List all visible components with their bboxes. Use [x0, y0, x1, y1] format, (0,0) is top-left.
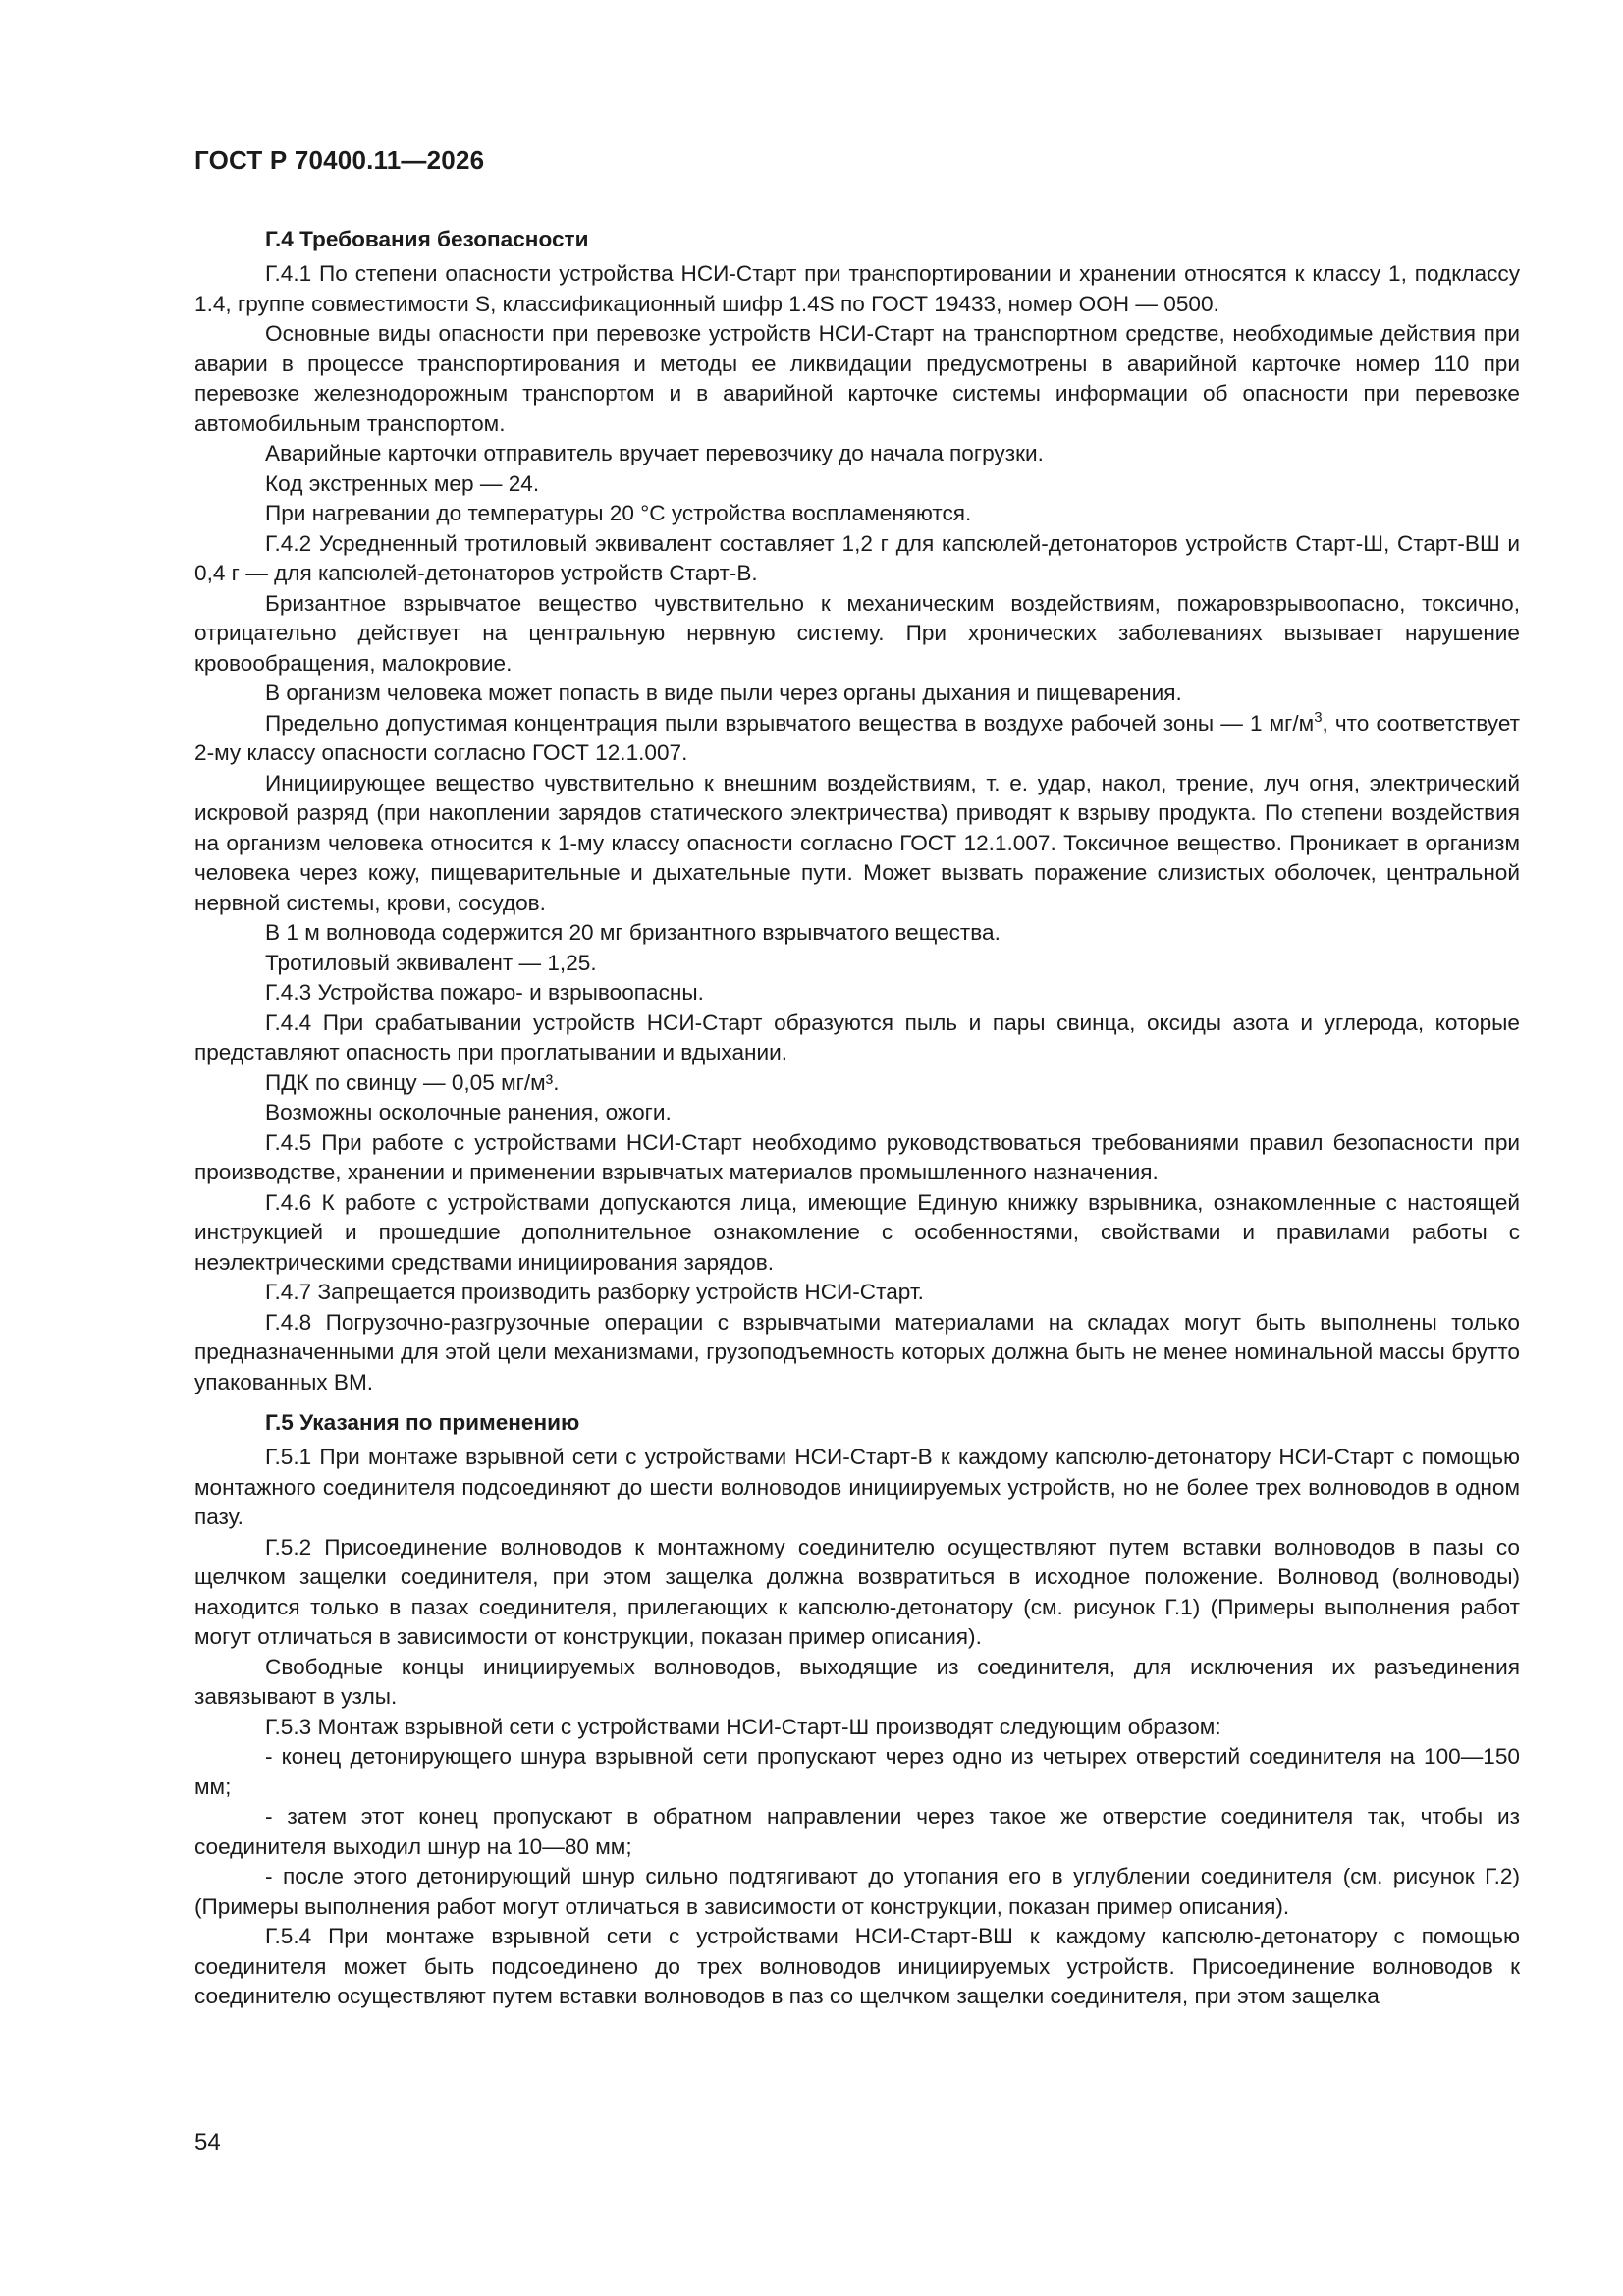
section-g4-title: Г.4 Требования безопасности [265, 227, 589, 251]
paragraph: Г.5.3 Монтаж взрывной сети с устройствами НСИ-Старт-Ш производят следующим образом: [265, 1714, 1221, 1739]
list-item: - конец детонирующего шнура взрывной сети пропускают через одно из четырех отверстий соединителя на 100—150 мм; [194, 1744, 1520, 1799]
paragraph: Г.5.1 При монтаже взрывной сети с устройствами НСИ-Старт-В к каждому капсюлю-детонатору НСИ-Старт с помощью монтажного соединителя подсоединяют до шести волноводов инициируемых устройств, но не более трех волноводов в одном пазу. [194, 1445, 1520, 1529]
standard-header: ГОСТ Р 70400.11—2026 [194, 145, 485, 175]
page-number: 54 [194, 2129, 221, 2156]
paragraph: Код экстренных мер — 24. [265, 470, 540, 496]
paragraph: В 1 м волновода содержится 20 мг бризантного взрывчатого вещества. [265, 920, 1001, 945]
paragraph: Г.4.4 При срабатывании устройств НСИ-Старт образуются пыль и пары свинца, оксиды азота и углерода, которые представляют опасность при проглатывании и вдыхании. [194, 1010, 1520, 1065]
paragraph: Г.4.7 Запрещается производить разборку устройств НСИ-Старт. [265, 1280, 924, 1304]
document-body [194, 224, 1520, 2012]
paragraph: Г.5.4 При монтаже взрывной сети с устройствами НСИ-Старт-ВШ к каждому капсюлю-детонатору с помощью соединителя может быть подсоединено до трех волноводов инициируемых устройств. Присоединение волноводов к соединителю осуществляют путем вставки волноводов в паз со щелчком защелки соединителя, при этом защелка [194, 1924, 1520, 2008]
paragraph: В организм человека может попасть в виде пыли через органы дыхания и пищеварения. [265, 681, 1182, 705]
cubic-superscript: 3 [1314, 708, 1323, 726]
paragraph: Г.4.2 Усредненный тротиловый эквивалент составляет 1,2 г для капсюлей-детонаторов устройств Старт-Ш, Старт-ВШ и 0,4 г — для капсюлей-детонаторов устройств Старт-В. [194, 530, 1520, 585]
paragraph: Тротиловый эквивалент — 1,25. [265, 950, 597, 975]
paragraph: Г.4.6 К работе с устройствами допускаются лица, имеющие Единую книжку взрывника, ознакомленные с настоящей инструкцией и прошедшие дополнительное ознакомление с особенностями, свойствами и правилами работы с неэлектрическими средствами инициирования зарядов. [194, 1189, 1520, 1275]
paragraph: Аварийные карточки отправитель вручает перевозчику до начала погрузки. [265, 441, 1044, 465]
paragraph: Г.4.5 При работе с устройствами НСИ-Старт необходимо руководствоваться требованиями правил безопасности при производстве, хранении и применении взрывчатых материалов промышленного назначения. [194, 1129, 1520, 1184]
concentration-text-end: , что соответствует 2-му классу опасности согласно ГОСТ 12.1.007. [194, 710, 1520, 765]
paragraph: Г.5.2 Присоединение волноводов к монтажному соединителю осуществляют путем вставки волноводов в пазы со щелчком защелки соединителя, при этом защелка должна возвратиться в исходное положение. Волновод (волноводы) находится только в пазах соединителя, прилегающих к капсюлю-детонатору (см. рисунок Г.1) (Примеры выполнения работ могут отличаться в зависимости от конструкции, показан пример описания). [194, 1534, 1520, 1649]
section-g5-title: Г.5 Указания по применению [265, 1410, 580, 1435]
paragraph: Возможны осколочные ранения, ожоги. [265, 1100, 672, 1124]
paragraph: Г.4.8 Погрузочно-разгрузочные операции с взрывчатыми материалами на складах могут быть выполнены только предназначенными для этой цели механизмами, грузоподъемность которых должна быть не менее номинальной массы брутто упакованных ВМ. [194, 1309, 1520, 1394]
paragraph: Основные виды опасности при перевозке устройств НСИ-Старт на транспортном средстве, необходимые действия при аварии в процессе транспортирования и методы ее ликвидации предусмотрены в аварийной карточке номер 110 при перевозке железнодорожным транспортом и в аварийной карточке системы информации об опасности при перевозке автомобильным транспортом. [194, 321, 1520, 436]
paragraph: ПДК по свинцу — 0,05 мг/м³. [265, 1069, 560, 1095]
paragraph: Г.4.3 Устройства пожаро- и взрывоопасны. [265, 980, 704, 1005]
list-item: - после этого детонирующий шнур сильно подтягивают до утопания его в углублении соединителя (см. рисунок Г.2) (Примеры выполнения работ могут отличаться в зависимости от конструкции, показан пример описания). [194, 1864, 1520, 1919]
list-item: - затем этот конец пропускают в обратном направлении через такое же отверстие соединителя так, чтобы из соединителя выходил шнур на 10—80 мм; [194, 1804, 1520, 1859]
paragraph: При нагревании до температуры 20 °С устройства воспламеняются. [265, 501, 972, 525]
paragraph: Бризантное взрывчатое вещество чувствительно к механическим воздействиям, пожаровзрывоопасно, токсично, отрицательно действует на центральную нервную систему. При хронических заболеваниях вызывает нарушение кровообращения, малокровие. [194, 590, 1520, 676]
concentration-text: Предельно допустимая концентрация пыли взрывчатого вещества в воздухе рабочей зоны — 1 мг/м [265, 710, 1315, 736]
paragraph: Инициирующее вещество чувствительно к внешним воздействиям, т. е. удар, накол, трение, луч огня, электрический искровой разряд (при накоплении зарядов статического электричества) приводят к взрыву продукта. По степени воздействия на организм человека относится к 1-му классу опасности согласно ГОСТ 12.1.007. Токсичное вещество. Проникает в организм человека через кожу, пищеварительные и дыхательные пути. Может вызвать поражение слизистых оболочек, центральной нервной системы, крови, сосудов. [194, 770, 1520, 915]
paragraph: Свободные концы инициируемых волноводов, выходящие из соединителя, для исключения их разъединения завязывают в узлы. [194, 1654, 1520, 1709]
paragraph: Г.4.1 По степени опасности устройства НСИ-Старт при транспортировании и хранении относятся к классу 1, подклассу 1.4, группе совместимости S, классификационный шифр 1.4S по ГОСТ 19433, номер ООН — 0500. [194, 261, 1520, 316]
paragraph-concentration [194, 709, 1520, 769]
